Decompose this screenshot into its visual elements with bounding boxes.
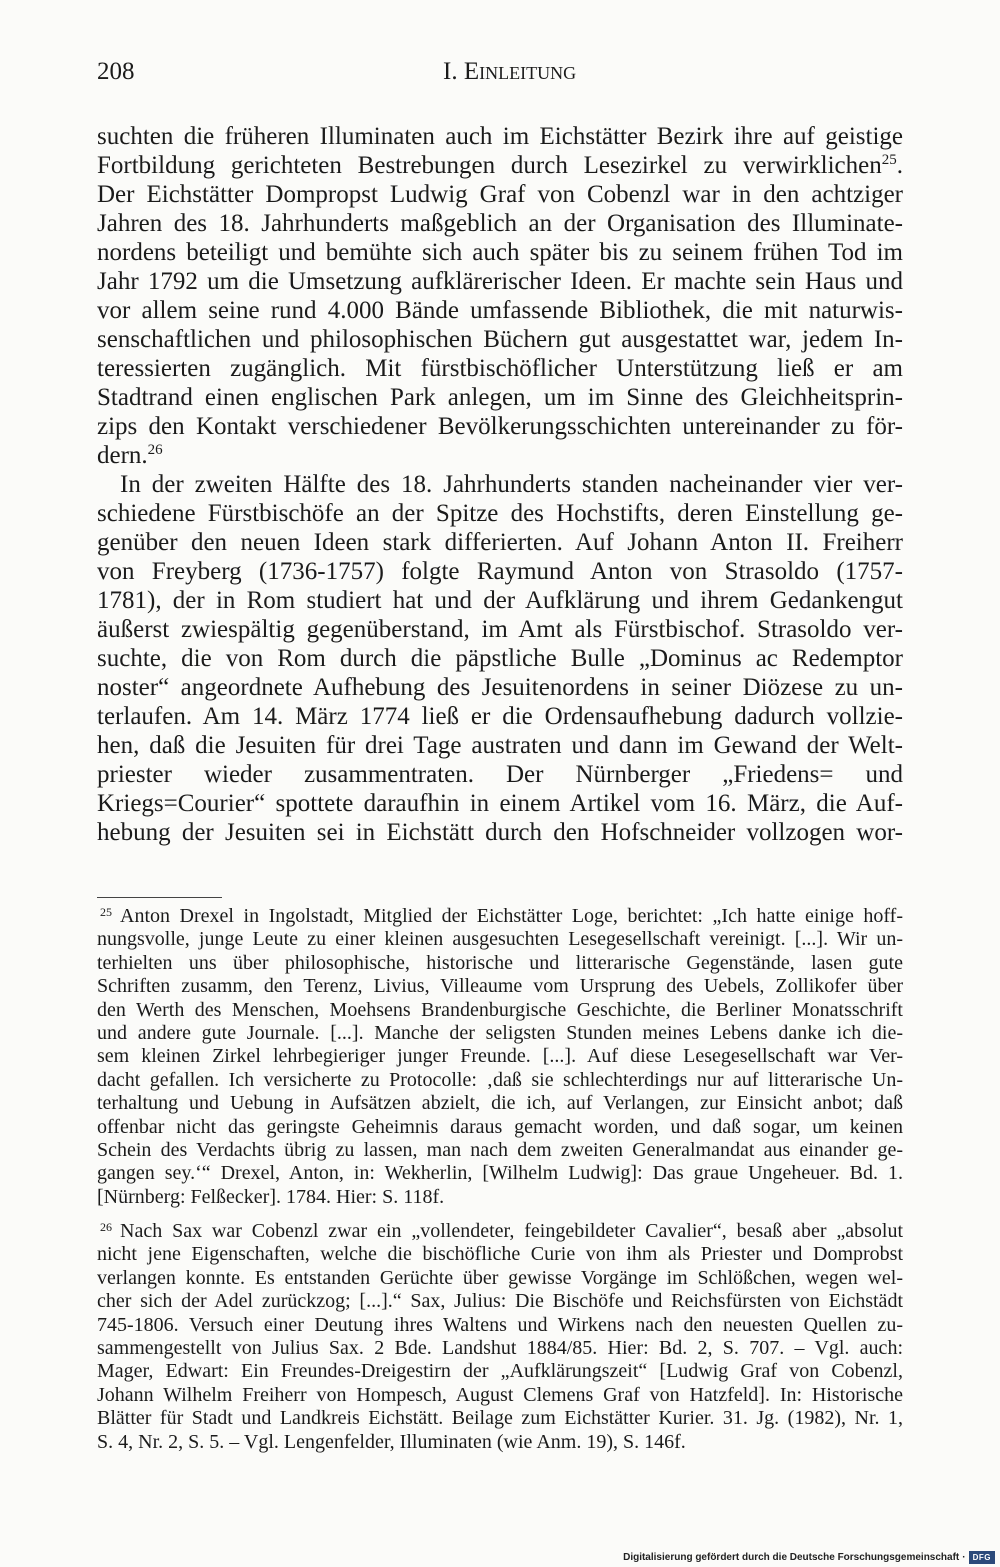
line-text-after: . bbox=[896, 152, 903, 179]
body-text-line: äußerst zwiespältig gegenüberstand, im Amt als Fürstbischof. Strasoldo ver- bbox=[97, 616, 903, 643]
body-text-line: 1781), der in Rom studiert hat und der Aufklärung und ihrem Gedankengut bbox=[97, 587, 903, 614]
footnote-line: verlangen konnte. Es entstanden Gerüchte über gewisse Vorgänge im Schlößchen, wegen wel- bbox=[97, 1266, 903, 1289]
paragraph-1 bbox=[97, 122, 903, 470]
footnote-line: nungsvolle, junge Leute zu einer kleinen ausgesuchten Lesegesellschaft vereinigt. [...]. Wir un- bbox=[97, 928, 903, 951]
footnote-line: S. 4, Nr. 2, S. 5. – Vgl. Lengenfelder, Illuminaten (wie Anm. 19), S. 146f. bbox=[97, 1430, 686, 1453]
footnote-line: sammengestellt von Julius Sax. 2 Bde. Landshut 1884/85. Hier: Bd. 2, S. 707. – Vgl. auch: bbox=[97, 1336, 903, 1359]
footnote-line-text: Anton Drexel in Ingolstadt, Mitglied der Eichstätter Loge, berichtet: „Ich hatte einige hoff- bbox=[120, 905, 903, 927]
footnote-line: terhielten uns über philosophische, historische und litterarische Gegenstände, lasen gute bbox=[97, 951, 903, 974]
body-text-line: von Freyberg (1736-1757) folgte Raymund Anton von Strasoldo (1757- bbox=[97, 558, 903, 585]
footnote-line: und andere gute Journale. [...]. Manche der seligsten Stunden meines Lebens danke ich die- bbox=[97, 1021, 903, 1044]
body-text-line: Jahr 1792 um die Umsetzung aufklärerischer Ideen. Er machte sein Haus und bbox=[97, 268, 903, 295]
body-text-line bbox=[97, 441, 903, 470]
footnote-line: dacht gefallen. Ich versicherte zu Protocolle: ‚daß sie schlechterdings nur auf litterarische Un- bbox=[97, 1068, 903, 1091]
body-text-line: schiedene Fürstbischöfe an der Spitze des Hochstifts, deren Einstellung ge- bbox=[97, 500, 903, 527]
footnote-line: Mager, Edwart: Ein Freundes-Dreigestirn der „Aufklärungszeit“ [Ludwig Graf von Cobenzl, bbox=[97, 1360, 903, 1383]
footnote-line: Blätter für Stadt und Landkreis Eichstätt. Beilage zum Eichstätter Kurier. 31. Jg. (1982), Nr. 1, bbox=[97, 1407, 903, 1430]
page-number: 208 bbox=[97, 58, 135, 85]
footnote-line: 25 Anton Drexel in Ingolstadt, Mitglied der Eichstätter Loge, berichtet: „Ich hatte einige hoff- bbox=[100, 905, 903, 927]
line-text: Fortbildung gerichteten Bestrebungen durch Lesezirkel zu verwirklichen bbox=[97, 152, 882, 179]
body-text-line: teressierten zugänglich. Mit fürstbischöflicher Unterstützung ließ er am bbox=[97, 355, 903, 382]
body-text-line: terlaufen. Am 14. März 1774 ließ er die Ordensaufhebung dadurch vollzie- bbox=[97, 703, 903, 730]
body-text-line: genüber den neuen Ideen stark differierten. Auf Johann Anton II. Freiherr bbox=[97, 529, 903, 556]
body-text-line: Kriegs=Courier“ spottete daraufhin in einem Artikel vom 16. März, die Auf- bbox=[97, 790, 903, 817]
footnote-line-text: Nach Sax war Cobenzl zwar ein „vollendeter, feingebildeter Cavalier“, besaß aber „absolut bbox=[120, 1220, 903, 1242]
dfg-logo-icon: DFG bbox=[969, 1551, 995, 1564]
body-text-line: noster“ angeordnete Aufhebung des Jesuitenordens in seiner Diözese zu un- bbox=[97, 674, 903, 701]
footnote-line: Schriften zusamm, den Terenz, Livius, Villeaume vom Ursprung des Uebels, Zollikofer über bbox=[97, 975, 903, 998]
credit-text: Digitalisierung gefördert durch die Deutsche Forschungsgemeinschaft bbox=[623, 1551, 960, 1563]
body-text-line: suchten die früheren Illuminaten auch im Eichstätter Bezirk ihre auf geistige bbox=[97, 123, 903, 150]
credit-separator: · bbox=[962, 1551, 966, 1563]
body-text-line: nordens beteiligt und bemühte sich auch später bis zu seinem frühen Tod im bbox=[97, 239, 903, 266]
footnote-reference-26: 26 bbox=[147, 442, 163, 458]
footnote-reference-25: 25 bbox=[881, 152, 897, 168]
body-text-line: Jahren des 18. Jahrhunderts maßgeblich an der Organisation des Illuminate- bbox=[97, 210, 903, 237]
body-text-line: hebung der Jesuiten sei in Eichstätt durch den Hofschneider vollzogen wor- bbox=[97, 819, 903, 846]
footnote-line: terhaltung und Uebung in Aufsätzen abzielt, die ich, auf Verlangen, zur Einsicht anbot; daß bbox=[97, 1092, 903, 1115]
body-text-line: priester wieder zusammentraten. Der Nürnberger „Friedens= und bbox=[97, 761, 903, 788]
body-text-line: Stadtrand einen englischen Park anlegen, um im Sinne des Gleichheitsprin- bbox=[97, 384, 903, 411]
body-text-line: suchte, die von Rom durch die päpstliche Bulle „Dominus ac Redemptor bbox=[97, 645, 903, 672]
body-text-line: vor allem seine rund 4.000 Bände umfassende Bibliothek, die mit naturwis- bbox=[97, 297, 903, 324]
footnote-line: 26 Nach Sax war Cobenzl zwar ein „vollendeter, feingebildeter Cavalier“, besaß aber „absolut bbox=[100, 1220, 903, 1242]
footnote-line: Johann Wilhelm Freiherr von Hompesch, August Clemens Graf von Hatzfeld]. In: Historische bbox=[97, 1383, 903, 1406]
footnote-line: [Nürnberg: Felßecker]. 1784. Hier: S. 118f. bbox=[97, 1185, 445, 1208]
footnote-line: den Werth des Menschen, Moehsens Brandenburgische Geschichte, die Berliner Monatsschrift bbox=[97, 998, 903, 1021]
line-text: dern. bbox=[97, 442, 148, 469]
body-text-line: In der zweiten Hälfte des 18. Jahrhunderts standen nacheinander vier ver- bbox=[120, 471, 903, 498]
footnote-25 bbox=[97, 905, 903, 1209]
running-title: I. Einleitung bbox=[443, 58, 577, 85]
body-text-line: senschaftlichen und philosophischen Büchern gut ausgestattet war, jedem In- bbox=[97, 326, 903, 353]
digitization-credit bbox=[623, 1550, 995, 1564]
footnote-line: gangen sey.‘“ Drexel, Anton, in: Wekherlin, [Wilhelm Ludwig]: Das graue Ungeheuer. Bd. 1. bbox=[97, 1162, 903, 1185]
footnote-line: nicht jene Eigenschaften, welche die bischöfliche Curie von ihm als Priester und Domprobst bbox=[97, 1243, 903, 1266]
body-text-line: zips den Kontakt verschiedener Bevölkerungsschichten untereinander zu för- bbox=[97, 413, 903, 440]
footnote-26 bbox=[97, 1220, 903, 1454]
body-text-line bbox=[97, 151, 903, 180]
body-text bbox=[97, 122, 903, 847]
footnote-separator bbox=[97, 897, 222, 898]
footnote-line: sem kleinen Zirkel lehrbegieriger junger Freunde. [...]. Auf diese Lesegesellschaft war Ver- bbox=[97, 1045, 903, 1068]
body-text-line: hen, daß die Jesuiten für drei Tage austraten und dann im Gewand der Welt- bbox=[97, 732, 903, 759]
paragraph-2 bbox=[97, 470, 903, 847]
body-text-line: Der Eichstätter Dompropst Ludwig Graf von Cobenzl war in den achtziger bbox=[97, 181, 903, 208]
footnote-line: Schein des Verdachts übrig zu lassen, man nach dem zweiten Generalmandat aus einander ge- bbox=[97, 1138, 903, 1161]
footnote-line: cher sich der Adel zurückzog; [...].“ Sax, Julius: Die Bischöfe und Reichsfürsten von Eichstädt bbox=[97, 1290, 903, 1313]
footnote-line: 745-1806. Versuch einer Deutung ihres Waltens und Wirkens nach den neuesten Quellen zu- bbox=[97, 1313, 903, 1336]
footnote-line: offenbar nicht das geringste Geheimnis daraus gemacht worden, und daß sogar, um keinen bbox=[97, 1115, 903, 1138]
